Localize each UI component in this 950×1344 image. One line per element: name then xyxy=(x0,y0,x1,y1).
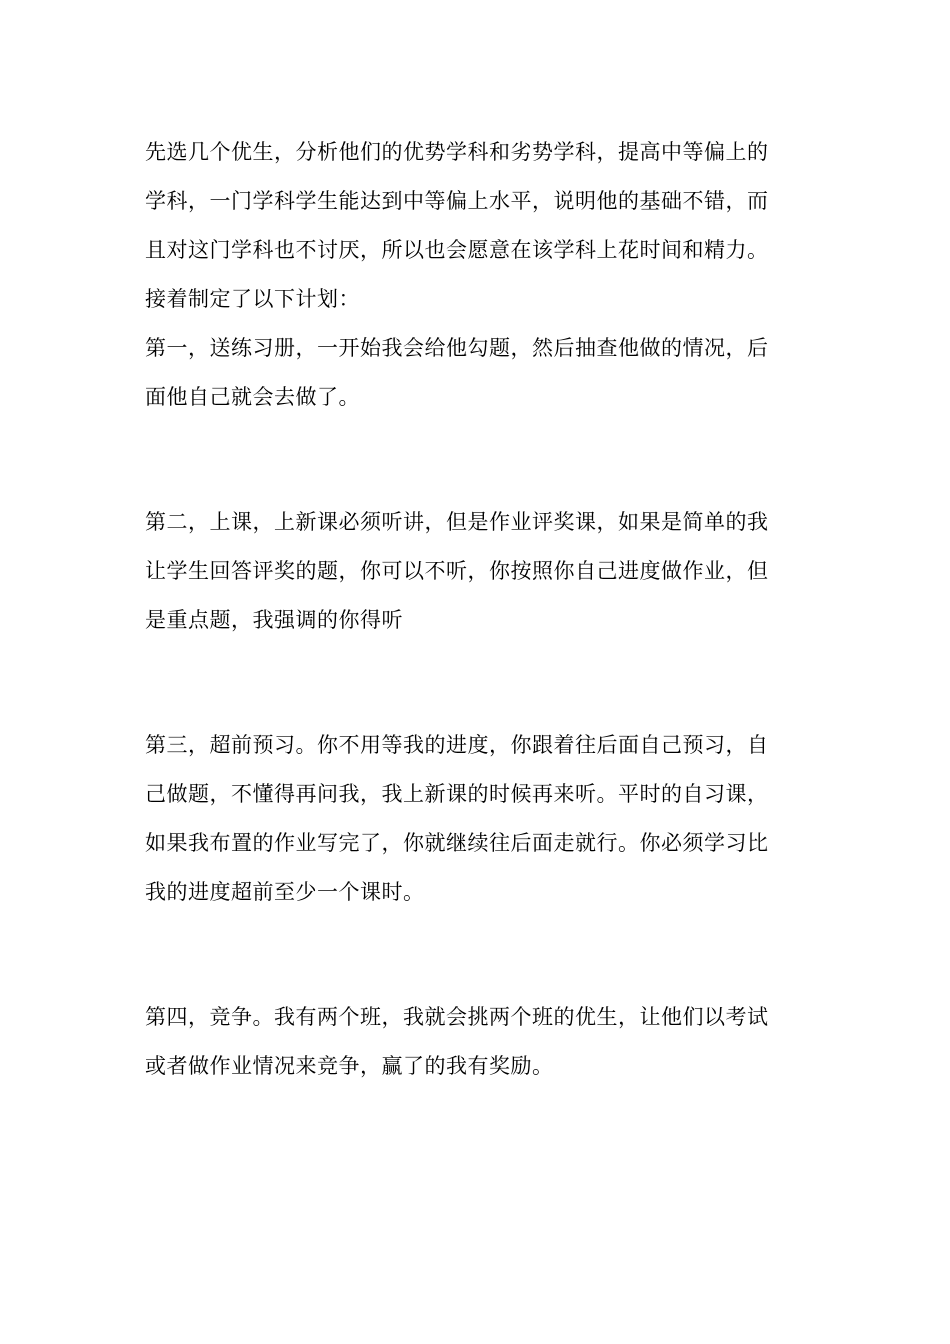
text-line: 第四，竞争。我有两个班，我就会挑两个班的优生，让他们以考试 xyxy=(145,1005,769,1029)
text-line: 面他自己就会去做了。 xyxy=(145,385,360,409)
text-line: 己做题，不懂得再问我，我上新课的时候再来听。平时的自习课， xyxy=(145,782,769,806)
paragraph-spacer xyxy=(145,427,810,503)
paragraph-third xyxy=(145,726,810,911)
text-line: 让学生回答评奖的题，你可以不听，你按照你自己进度做作业，但 xyxy=(145,559,769,583)
paragraph-spacer xyxy=(145,650,810,726)
text-line: 先选几个优生，分析他们的优势学科和劣势学科，提高中等偏上的 xyxy=(145,140,769,164)
text-line: 学科，一门学科学生能达到中等偏上水平，说明他的基础不错，而 xyxy=(145,189,769,213)
text-line: 且对这门学科也不讨厌，所以也会愿意在该学科上花时间和精力。 xyxy=(145,238,769,262)
text-line: 如果我布置的作业写完了，你就继续往后面走就行。你必须学习比 xyxy=(145,831,769,855)
text-line: 第二，上课，上新课必须听讲，但是作业评奖课，如果是简单的我 xyxy=(145,510,769,534)
text-line: 接着制定了以下计划： xyxy=(145,287,360,311)
paragraph-spacer xyxy=(145,922,810,998)
text-line: 我的进度超前至少一个课时。 xyxy=(145,880,425,904)
paragraph-second xyxy=(145,503,810,639)
text-line: 第一，送练习册，一开始我会给他勾题，然后抽查他做的情况，后 xyxy=(145,336,769,360)
paragraph-intro xyxy=(145,133,810,416)
text-line: 或者做作业情况来竞争，赢了的我有奖励。 xyxy=(145,1054,554,1078)
text-line: 是重点题，我强调的你得听 xyxy=(145,608,403,632)
document-body xyxy=(145,133,810,1096)
paragraph-fourth xyxy=(145,998,810,1085)
text-line: 第三，超前预习。你不用等我的进度，你跟着往后面自己预习，自 xyxy=(145,733,769,757)
